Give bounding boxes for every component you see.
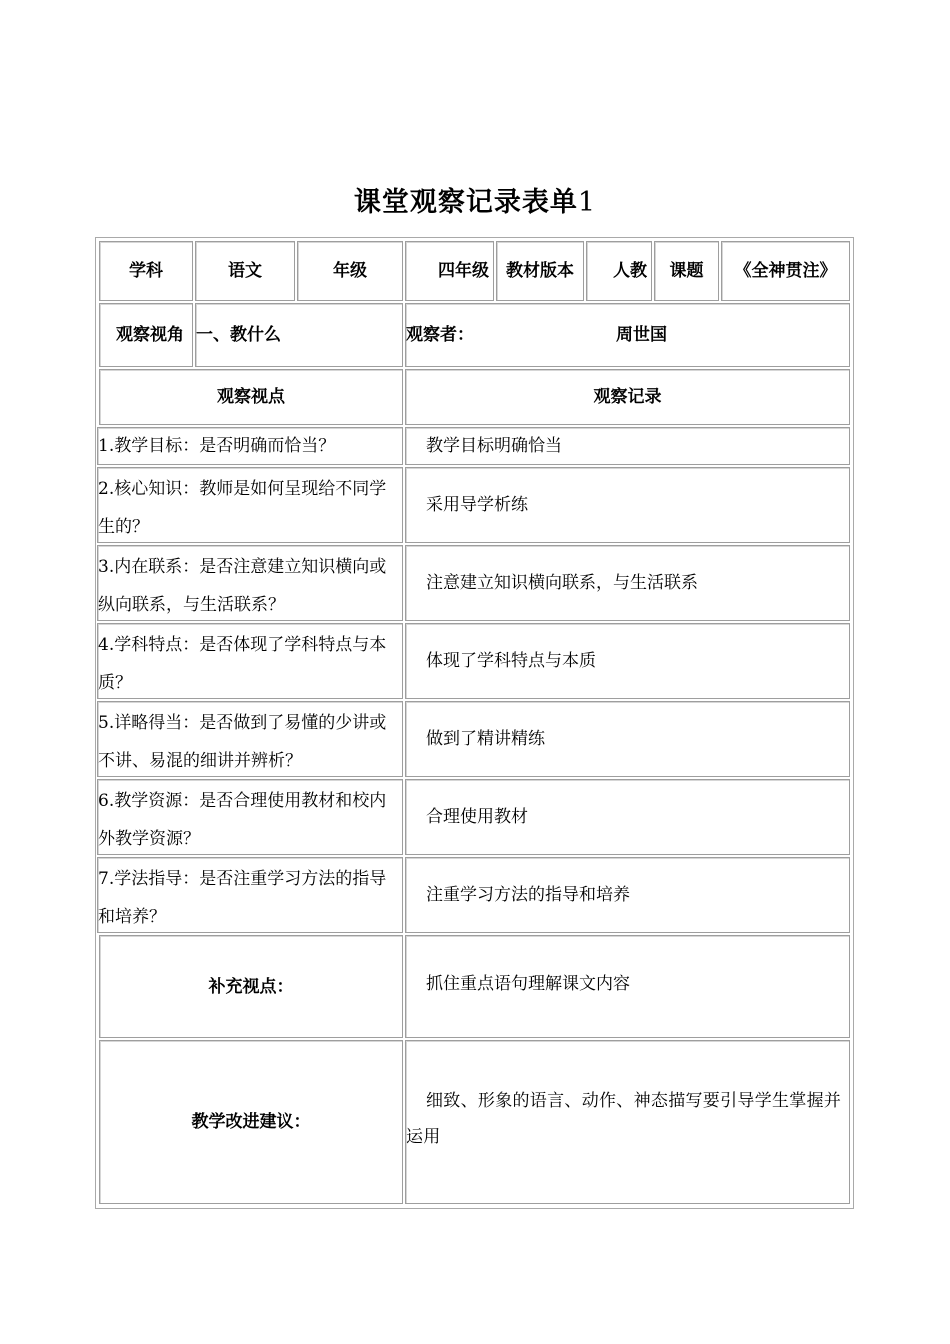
edition-label: 教材版本 [496, 241, 584, 301]
observation-record-2: 采用导学析练 [405, 467, 850, 543]
observation-record-4: 体现了学科特点与本质 [405, 623, 850, 699]
observation-record-5: 做到了精讲精练 [405, 701, 850, 777]
observer-cell [405, 303, 850, 367]
subject-label: 学科 [99, 241, 193, 301]
improvement-label: 教学改进建议： [99, 1040, 403, 1204]
supplement-label: 补充视点： [99, 935, 403, 1038]
observation-point-3: 3.内在联系：是否注意建立知识横向或纵向联系，与生活联系？ [97, 545, 403, 621]
observation-point-5: 5.详略得当：是否做到了易懂的少讲或不讲、易混的细讲并辨析？ [97, 701, 403, 777]
grade-value: 四年级 [405, 241, 494, 301]
topic-label: 课题 [654, 241, 719, 301]
observation-point-2: 2.核心知识：教师是如何呈现给不同学生的？ [97, 467, 403, 543]
observation-record-6: 合理使用教材 [405, 779, 850, 855]
observation-record-1: 教学目标明确恰当 [405, 427, 850, 465]
title-text: 课堂观察记录表单 [353, 187, 578, 218]
observation-point-4: 4.学科特点：是否体现了学科特点与本质？ [97, 623, 403, 699]
improvement-value: 细致、形象的语言、动作、神态描写要引导学生掌握并运用 [405, 1040, 850, 1204]
observation-point-1: 1.教学目标：是否明确而恰当？ [97, 427, 403, 465]
perspective-label: 观察视角 [99, 303, 193, 367]
observation-record-7: 注重学习方法的指导和培养 [405, 857, 850, 933]
subject-value: 语文 [195, 241, 295, 301]
observation-point-6: 6.教学资源：是否合理使用教材和校内外教学资源？ [97, 779, 403, 855]
supplement-value: 抓住重点语句理解课文内容 [405, 935, 850, 1038]
grade-label: 年级 [297, 241, 403, 301]
observation-record-3: 注意建立知识横向联系，与生活联系 [405, 545, 850, 621]
col-header-points: 观察视点 [99, 369, 403, 425]
col-header-records: 观察记录 [405, 369, 850, 425]
page-title [0, 180, 950, 219]
observer-value: 周世国 [616, 325, 667, 345]
observation-point-7: 7.学法指导：是否注重学习方法的指导和培养？ [97, 857, 403, 933]
title-number: 1 [577, 187, 597, 218]
edition-value: 人教 [586, 241, 652, 301]
observer-label: 观察者： [406, 325, 474, 345]
perspective-value: 一、教什么 [195, 303, 403, 367]
topic-value: 《全神贯注》 [721, 241, 850, 301]
